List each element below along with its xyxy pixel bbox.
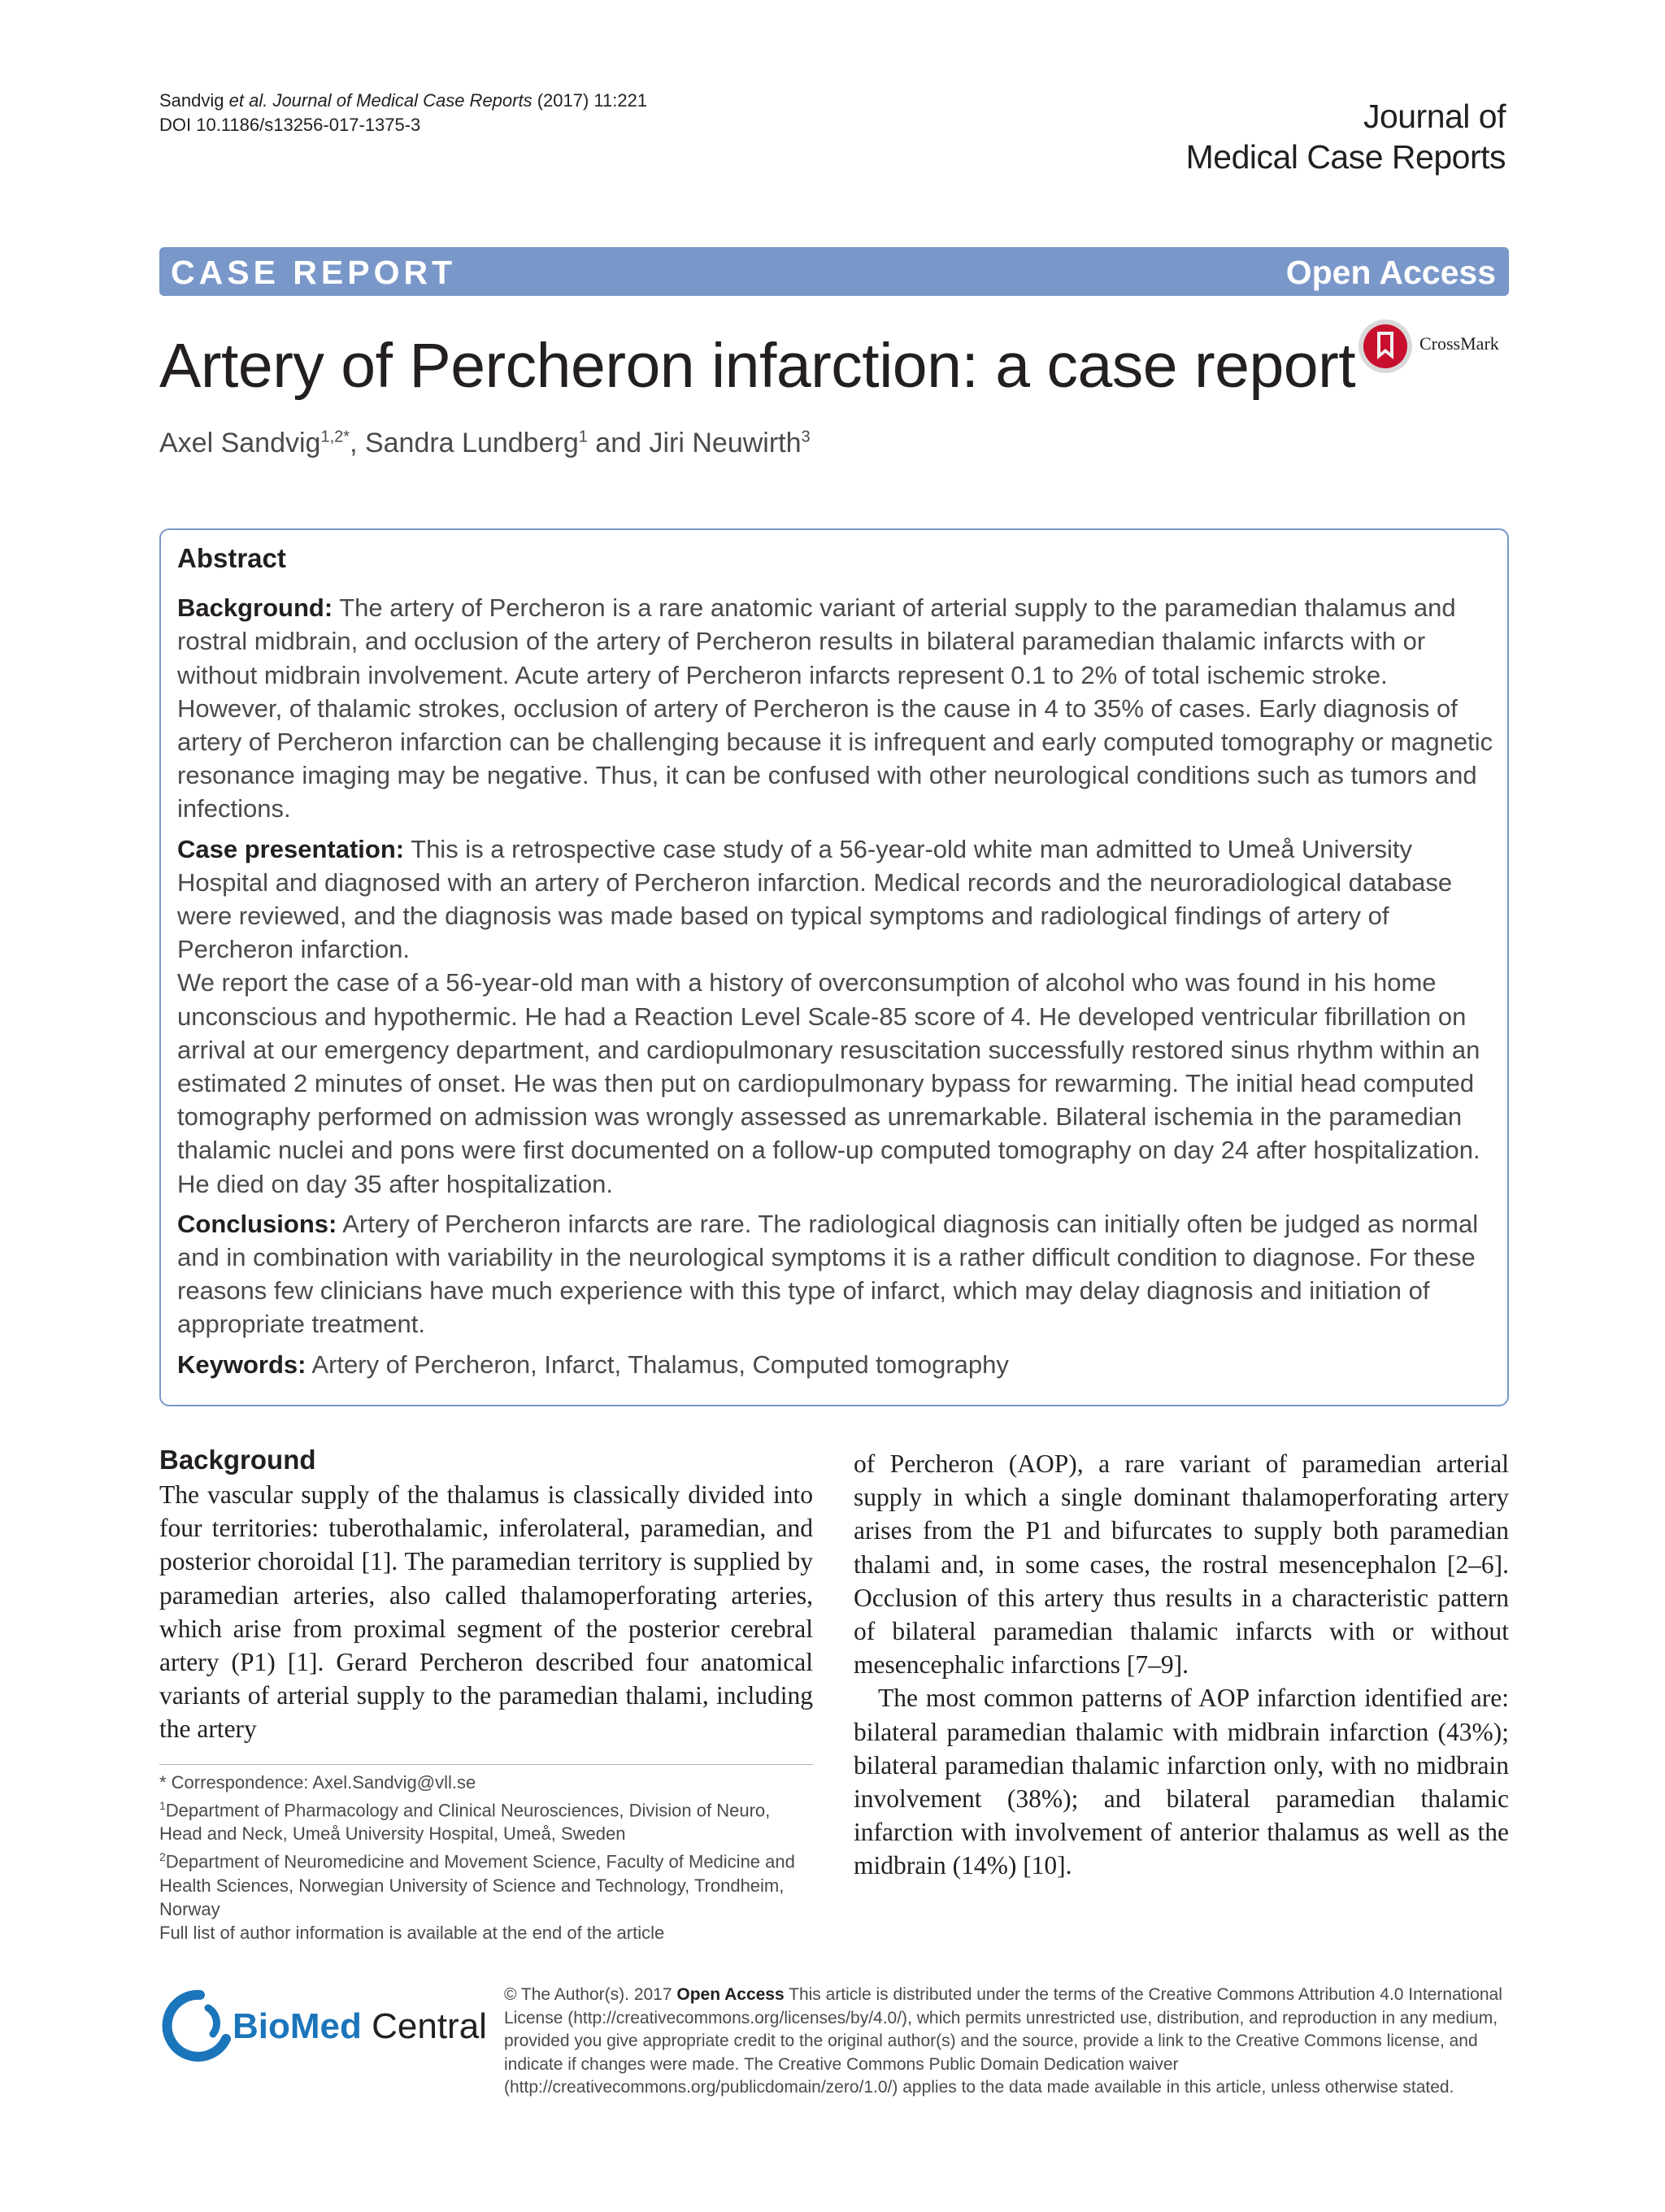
affiliation-2-text: Department of Neuromedicine and Movement Science, Faculty of Medicine and Health Sciences, Norwegian University of Science and Technology, Trondheim, Norway xyxy=(159,1851,795,1919)
abstract-background-label: Background: xyxy=(177,593,333,623)
background-paragraph-2: The most common patterns of AOP infarction identified are: bilateral paramedian thalamic with midbrain infarction (43%); bilateral paramedian thalamic infarction only, with no midbrain involvement (38%); and bilateral paramedian thalamic infarction with involvement of anterior thalamus as well as the midbrain (14%) [10]. xyxy=(854,1684,1509,1880)
citation-line xyxy=(159,89,647,112)
abstract-heading: Abstract xyxy=(177,543,286,573)
doi-line[interactable]: DOI 10.1186/s13256-017-1375-3 xyxy=(159,115,421,135)
citation-authors: Sandvig xyxy=(159,90,229,111)
abstract-conclusions-text: Artery of Percheron infarcts are rare. The radiological diagnosis can initially often be judged as normal and in combination with variability in the neurological symptoms it is a rather difficult condition to diagnose. For these reasons few clinicians have much experience with this type of infarct, which may delay diagnosis and initiation of appropriate treatment. xyxy=(177,1209,1479,1339)
crossmark-badge[interactable] xyxy=(1356,317,1519,374)
citation-volume: (2017) 11:221 xyxy=(532,90,648,111)
article-title: Artery of Percheron infarction: a case report xyxy=(159,331,1356,401)
abstract-case-text: This is a retrospective case study of a 56-year-old white man admitted to Umeå University Hospital and diagnosed with an artery of Percheron infarction. Medical records and the neuroradiological database were reviewed, and the diagnosis was made based on typical symptoms and radiological findings of artery of Percheron infarction. xyxy=(177,834,1453,964)
journal-logo-line1: Journal of xyxy=(1363,98,1506,135)
affiliation-1-text: Department of Pharmacology and Clinical Neurosciences, Division of Neuro, Head and Neck, Umeå University Hospital, Umeå, Sweden xyxy=(159,1800,771,1845)
abstract-conclusions xyxy=(177,1207,1494,1341)
full-author-info-note: Full list of author information is available at the end of the article xyxy=(159,1922,665,1943)
affiliation-2 xyxy=(159,1845,813,1920)
background-paragraph-1: The vascular supply of the thalamus is classically divided into four territories: tuberothalamic, inferolateral, paramedian, and posterior choroidal [1]. The paramedian territory is supplied by paramedian arteries, also called thalamoperforating arteries, which arise from proximal segment of the posterior cerebral artery (P1) [1]. Gerard Percheron described four anatomical variants of arterial supply to the paramedian thalami, including the artery xyxy=(159,1480,813,1744)
license-text: This article is distributed under the terms of the Creative Commons Attribution 4.0 International License (http://creativecommons.org/licenses/by/4.0/), which permits unrestricted use, distribution, and reproduction in any medium, provided you give appropriate credit to the original author(s) and the source, provide a link to the Creative Commons license, and indicate if changes were made. The Creative Commons Public Domain Dedication waiver (http://creativecommons.org/publicdomain/zero/1.0/) applies to the data made available in this article, unless otherwise stated. xyxy=(504,1985,1502,2097)
biomed-central-logo xyxy=(159,1984,485,2073)
citation-etal: et al. xyxy=(228,90,268,111)
author-2-affiliation: 1 xyxy=(578,428,588,446)
abstract-case-presentation xyxy=(177,832,1494,967)
journal-logo xyxy=(1186,96,1506,177)
footnotes xyxy=(159,1771,813,1945)
author-3-affiliation: 3 xyxy=(801,428,811,446)
footnote-divider xyxy=(159,1764,813,1765)
license-statement xyxy=(504,1984,1509,2100)
journal-logo-line2: Medical Case Reports xyxy=(1185,138,1506,176)
article-type: CASE REPORT xyxy=(171,254,457,291)
biomed-wordmark-bold: BioMed xyxy=(233,2006,362,2046)
article-type-banner xyxy=(159,247,1509,296)
abstract-keywords-text: Artery of Percheron, Infarct, Thalamus, Computed tomography xyxy=(306,1349,1009,1379)
author-2[interactable]: , Sandra Lundberg xyxy=(350,428,579,458)
author-list xyxy=(159,428,811,459)
abstract-background xyxy=(177,591,1494,825)
body-left-column xyxy=(159,1442,813,1746)
license-open-access: Open Access xyxy=(676,1985,785,2004)
biomed-central-icon xyxy=(159,1988,233,2062)
open-access-label: Open Access xyxy=(1285,254,1496,291)
author-3[interactable]: and Jiri Neuwirth xyxy=(587,428,802,458)
abstract-conclusions-label: Conclusions: xyxy=(177,1209,337,1238)
biomed-wordmark-rest: Central xyxy=(361,2006,487,2046)
background-heading: Background xyxy=(159,1445,316,1475)
abstract-keywords xyxy=(177,1348,1494,1381)
crossmark-label: CrossMark xyxy=(1419,333,1499,354)
body-right-column xyxy=(854,1447,1509,1883)
abstract-box xyxy=(159,528,1509,1406)
crossmark-icon xyxy=(1356,317,1415,376)
abstract-case-label: Case presentation: xyxy=(177,834,405,863)
affiliation-1-marker: 1 xyxy=(159,1799,166,1812)
biomed-central-wordmark xyxy=(233,2006,487,2047)
abstract-background-text: The artery of Percheron is a rare anatomic variant of arterial supply to the paramedian thalamus and rostral midbrain, and occlusion of the artery of Percheron results in bilateral paramedian thalamic infarcts with or without midbrain involvement. Acute artery of Percheron infarcts represent 0.1 to 2% of total ischemic stroke. However, of thalamic strokes, occlusion of artery of Percheron is the cause in 4 to 35% of cases. Early diagnosis of artery of Percheron infarction can be challenging because it is infrequent and early computed tomography or magnetic resonance imaging may be negative. Thus, it can be confused with other neurological conditions such as tumors and infections. xyxy=(177,593,1493,824)
author-1[interactable]: Axel Sandvig xyxy=(159,428,321,458)
abstract-keywords-label: Keywords: xyxy=(177,1349,306,1379)
license-copyright: © The Author(s). 2017 xyxy=(504,1985,677,2004)
affiliation-1 xyxy=(159,1794,813,1845)
author-1-affiliation: 1,2* xyxy=(320,428,350,446)
background-paragraph-1-continued: of Percheron (AOP), a rare variant of paramedian arterial supply in which a single dominant thalamoperforating artery arises from the P1 and bifurcates to supply both paramedian thalami and, in some cases, the rostral mesencephalon [2–6]. Occlusion of this artery thus results in a characteristic pattern of bilateral paramedian thalamic infarcts with or without mesencephalic infarctions [7–9]. xyxy=(854,1449,1509,1680)
correspondence-note[interactable]: * Correspondence: Axel.Sandvig@vll.se xyxy=(159,1772,476,1793)
abstract-case-presentation-2: We report the case of a 56-year-old man with a history of overconsumption of alcohol who was found in his home unconscious and hypothermic. He had a Reaction Level Scale-85 score of 4. He developed ventricular fibrillation on arrival at our emergency department, and cardiopulmonary resuscitation successfully restored sinus rhythm within an estimated 2 minutes of onset. He was then put on cardiopulmonary bypass for rewarming. The initial head computed tomography performed on admission was wrongly assessed as unremarkable. Bilateral ischemia in the paramedian thalamic nuclei and pons were first documented on a follow-up computed tomography on day 24 after hospitalization. He died on day 35 after hospitalization. xyxy=(177,968,1480,1198)
citation-journal: Journal of Medical Case Reports xyxy=(267,90,533,111)
affiliation-2-marker: 2 xyxy=(159,1850,166,1864)
